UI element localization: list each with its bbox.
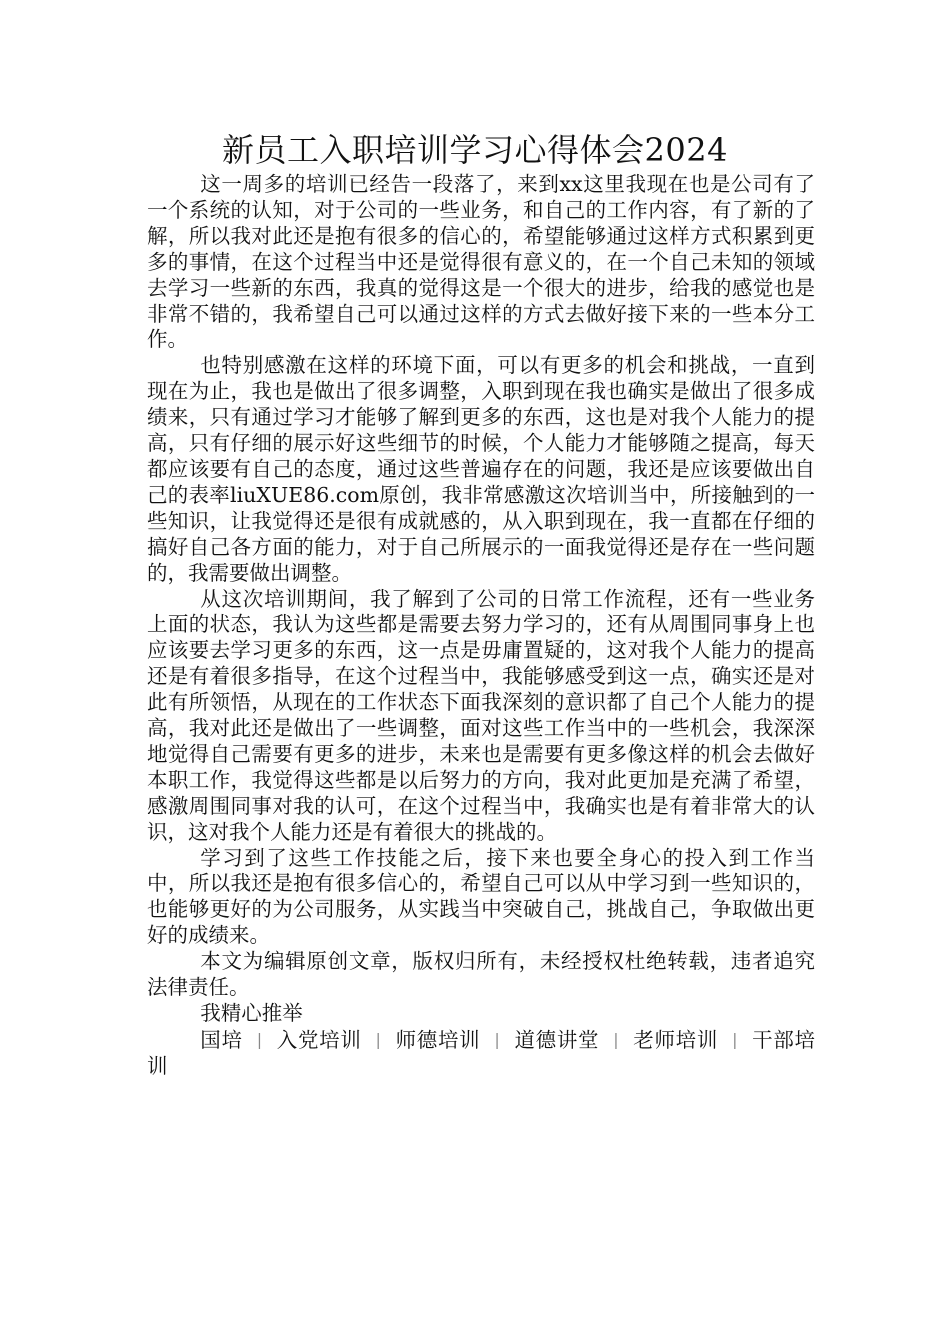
link-separator: | bbox=[732, 1029, 738, 1049]
link-separator: | bbox=[613, 1029, 619, 1049]
paragraph-2: 也特别感激在这样的环境下面，可以有更多的机会和挑战，一直到现在为止，我也是做出了很多调整，入职到现在我也确实是做出了很多成绩来，只有通过学习才能够了解到更多的东西，这也是对我个人能力的提高，只有仔细的展示好这些细节的时候，个人能力才能够随之提高，每天都应该要有自己的态度，通过这些普遍存在的问题，我还是应该要做出自己的表率liuXUE86.com原创，我非常感激这次培训当中，所接触到的一些知识，让我觉得还是很有成就感的，从入职到现在，我一直都在仔细的搞好自己各方面的能力，对于自己所展示的一面我觉得还是存在一些问题的，我需要做出调整。 bbox=[147, 353, 815, 585]
link-guopei[interactable]: 国培 bbox=[200, 1027, 243, 1052]
link-daode-jiangtang[interactable]: 道德讲堂 bbox=[513, 1027, 600, 1052]
link-ganbu-peixun[interactable]: 干部培训 bbox=[147, 1027, 816, 1078]
link-rudang-peixun[interactable]: 入党培训 bbox=[276, 1027, 362, 1052]
link-separator: | bbox=[375, 1029, 381, 1049]
paragraph-1: 这一周多的培训已经告一段落了，来到xx这里我现在也是公司有了一个系统的认知，对于公司的一些业务，和自己的工作内容，有了新的了解，所以我对此还是抱有很多的信心的，希望能够通过这样方式积累到更多的事情，在这个过程当中还是觉得很有意义的，在一个自己未知的领域去学习一些新的东西，我真的觉得这是一个很大的进步，给我的感觉也是非常不错的，我希望自己可以通过这样的方式去做好接下来的一些本分工作。 bbox=[147, 172, 815, 352]
link-laoshi-peixun[interactable]: 老师培训 bbox=[632, 1027, 719, 1052]
link-separator: | bbox=[494, 1029, 500, 1049]
document-body bbox=[147, 172, 815, 1080]
paragraph-3: 从这次培训期间，我了解到了公司的日常工作流程，还有一些业务上面的状态，我认为这些都是需要去努力学习的，还有从周围同事身上也应该要去学习更多的东西，这一点是毋庸置疑的，这对我个人能力的提高还是有着很多指导，在这个过程当中，我能够感受到这一点，确实还是对此有所领悟，从现在的工作状态下面我深刻的意识都了自己个人能力的提高，我对此还是做出了一些调整，面对这些工作当中的一些机会，我深深地觉得自己需要有更多的进步，未来也是需要有更多像这样的机会去做好本职工作，我觉得这些都是以后努力的方向，我对此更加是充满了希望，感激周围同事对我的认可，在这个过程当中，我确实也是有着非常大的认识，这对我个人能力还是有着很大的挑战的。 bbox=[147, 586, 815, 844]
link-shide-peixun[interactable]: 师德培训 bbox=[394, 1027, 481, 1052]
link-separator: | bbox=[256, 1029, 263, 1049]
paragraph-4: 学习到了这些工作技能之后，接下来也要全身心的投入到工作当中，所以我还是抱有很多信心的，希望自己可以从中学习到一些知识的，也能够更好的为公司服务，从实践当中突破自己，挑战自己，争取做出更好的成绩来。 bbox=[147, 845, 815, 948]
copyright-notice: 本文为编辑原创文章，版权归所有，未经授权杜绝转载，违者追究法律责任。 bbox=[147, 949, 815, 1000]
recommended-links bbox=[147, 1027, 815, 1080]
recommend-label: 我精心推举 bbox=[200, 1001, 303, 1025]
document-title: 新员工入职培训学习心得体会2024 bbox=[222, 131, 728, 169]
